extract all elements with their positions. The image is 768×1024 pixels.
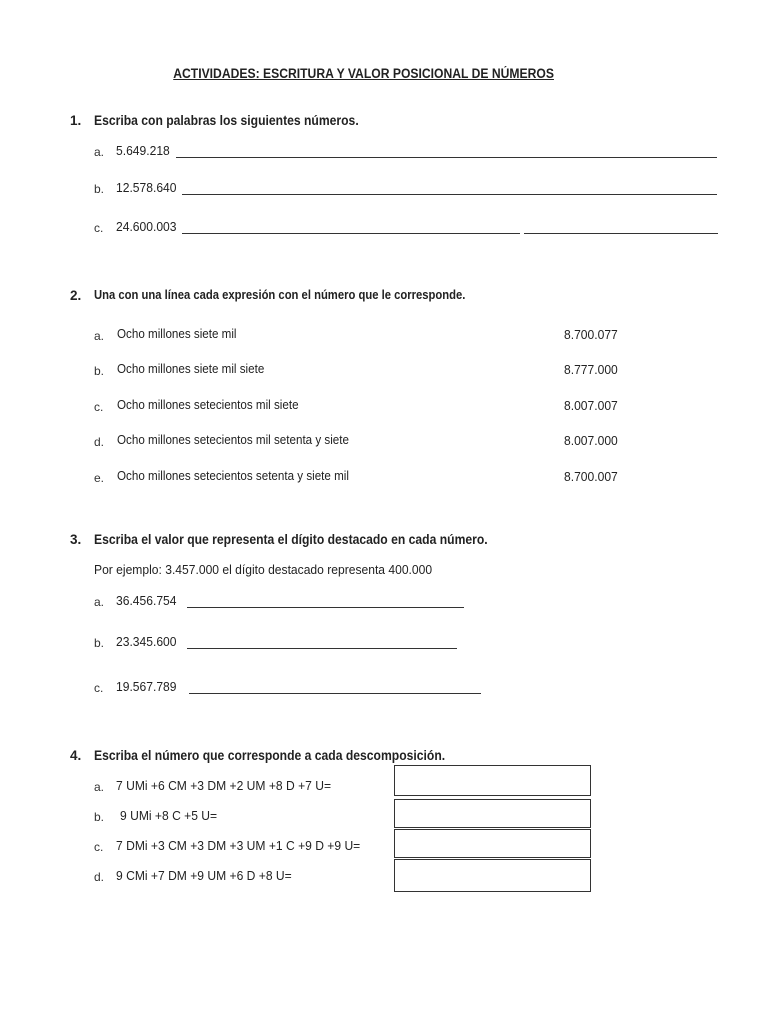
q2-item-d-number: 8.007.000 (564, 433, 618, 448)
q1-item-a-answer-line[interactable] (176, 157, 717, 158)
q1-item-a-letter: a. (94, 145, 105, 159)
q3-item-b-value: 23.345.600 (116, 634, 177, 649)
q4-item-c-answer-box[interactable] (394, 829, 591, 858)
q1-item-b-value: 12.578.640 (116, 180, 177, 195)
q2-item-e-letter: e. (94, 471, 105, 485)
q2-item-b-letter: b. (94, 364, 105, 378)
q1-item-a-value: 5.649.218 (116, 143, 170, 158)
q2-item-c-expression: Ocho millones setecientos mil siete (117, 398, 299, 412)
question-4-number: 4. (70, 748, 82, 763)
q4-item-b-expression: 9 UMi +8 C +5 U= (120, 808, 218, 823)
q3-item-a-value: 36.456.754 (116, 593, 177, 608)
q3-example: Por ejemplo: 3.457.000 el dígito destacado representa 400.000 (94, 562, 433, 577)
q2-item-c-number: 8.007.007 (564, 398, 618, 413)
question-2-number: 2. (70, 288, 82, 303)
question-3-number: 3. (70, 532, 82, 547)
q4-item-a-answer-box[interactable] (394, 765, 591, 796)
q1-item-c-letter: c. (94, 221, 104, 235)
q2-item-c-letter: c. (94, 400, 104, 414)
q3-item-b-answer-line[interactable] (187, 648, 457, 649)
q4-item-c-expression: 7 DMi +3 CM +3 DM +3 UM +1 C +9 D +9 U= (116, 838, 361, 853)
q4-item-a-expression: 7 UMi +6 CM +3 DM +2 UM +8 D +7 U= (116, 778, 332, 793)
q4-item-b-answer-box[interactable] (394, 799, 591, 828)
q2-item-e-number: 8.700.007 (564, 469, 618, 484)
q3-item-b-letter: b. (94, 636, 105, 650)
q4-item-a-letter: a. (94, 780, 105, 794)
q4-item-b-letter: b. (94, 810, 105, 824)
q3-item-c-letter: c. (94, 681, 104, 695)
q3-item-c-value: 19.567.789 (116, 679, 177, 694)
q1-item-b-letter: b. (94, 182, 105, 196)
question-4-text: Escriba el número que corresponde a cada descomposición. (94, 748, 446, 763)
q3-item-a-answer-line[interactable] (187, 607, 464, 608)
question-2-text: Una con una línea cada expresión con el número que le corresponde. (94, 288, 466, 302)
q3-item-a-letter: a. (94, 595, 105, 609)
q2-item-b-number: 8.777.000 (564, 362, 618, 377)
question-1-text: Escriba con palabras los siguientes números. (94, 113, 359, 128)
question-1-number: 1. (70, 113, 82, 128)
q2-item-e-expression: Ocho millones setecientos setenta y siete mil (117, 469, 349, 483)
q2-item-a-letter: a. (94, 329, 105, 343)
q2-item-b-expression: Ocho millones siete mil siete (117, 362, 265, 376)
q1-item-c-answer-line-2[interactable] (524, 233, 718, 234)
q3-item-c-answer-line[interactable] (189, 693, 481, 694)
q2-item-d-letter: d. (94, 435, 105, 449)
q1-item-c-answer-line[interactable] (182, 233, 520, 234)
q4-item-d-answer-box[interactable] (394, 859, 591, 892)
q2-item-d-expression: Ocho millones setecientos mil setenta y siete (117, 433, 349, 447)
q4-item-d-expression: 9 CMi +7 DM +9 UM +6 D +8 U= (116, 868, 292, 883)
question-3-text: Escriba el valor que representa el dígito destacado en cada número. (94, 532, 488, 547)
page-title: ACTIVIDADES: ESCRITURA Y VALOR POSICIONAL DE NÚMEROS (173, 66, 554, 81)
q4-item-c-letter: c. (94, 840, 104, 854)
q2-item-a-number: 8.700.077 (564, 327, 618, 342)
q2-item-a-expression: Ocho millones siete mil (117, 327, 237, 341)
q1-item-b-answer-line[interactable] (182, 194, 717, 195)
q4-item-d-letter: d. (94, 870, 105, 884)
q1-item-c-value: 24.600.003 (116, 219, 177, 234)
